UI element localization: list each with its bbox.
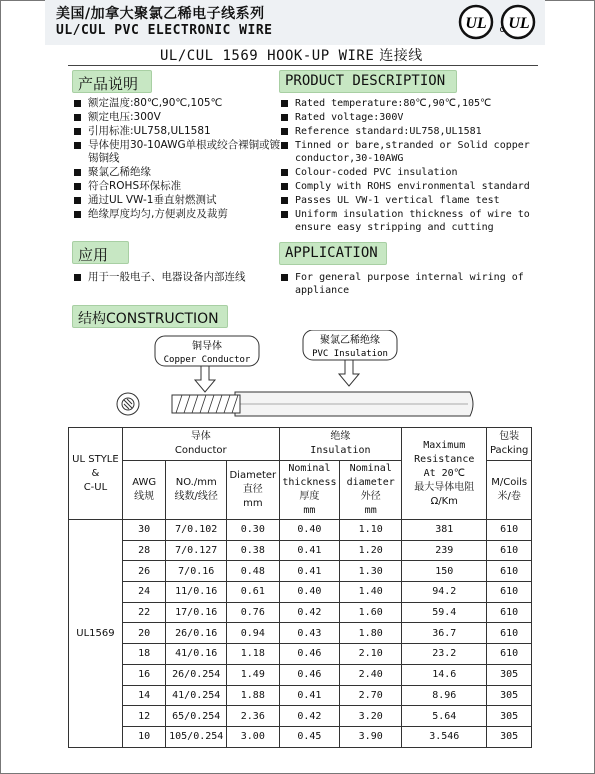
spec-table-body — [69, 520, 532, 748]
description-heading-en-text: PRODUCT DESCRIPTION — [285, 73, 446, 89]
packing-cell: 610 — [487, 561, 532, 582]
resistance-header-line: 最大导体电阻 — [414, 481, 475, 493]
thickness-cell: 0.41 — [279, 685, 340, 706]
thickness-cell: 0.42 — [279, 706, 340, 727]
nominal-thickness-header-line: mm — [303, 505, 316, 516]
strand-cell: 7/0.102 — [166, 520, 227, 541]
awg-cell: 26 — [122, 561, 166, 582]
thickness-cell: 0.40 — [279, 520, 340, 541]
diameter-cell: 1.88 — [227, 685, 280, 706]
diameter-cell: 1.49 — [227, 664, 280, 685]
style-header-line: & — [91, 467, 100, 479]
strand-header-line: NO./mm — [175, 477, 217, 488]
resistance-header-line: Resistance — [414, 453, 475, 465]
diameter-cell: 0.76 — [227, 602, 280, 623]
table-row — [69, 706, 532, 727]
thickness-cell: 0.43 — [279, 623, 340, 644]
resistance-cell: 3.546 — [402, 726, 487, 747]
application-heading-en — [279, 242, 387, 265]
conductor-callout — [155, 336, 259, 392]
list-item: 绝缘厚度均匀,方便剥皮及裁剪 — [72, 208, 282, 221]
thickness-cell: 0.42 — [279, 602, 340, 623]
packing-header-en: Packing — [489, 445, 529, 456]
application-heading-cn-text: 应用 — [78, 246, 109, 264]
nominal-diameter-header-line: 外径 — [360, 491, 381, 502]
list-item: 通过UL VW-1垂直射燃测试 — [72, 194, 282, 207]
thickness-cell: 0.46 — [279, 664, 340, 685]
coils-header-line: M/Coils — [491, 477, 528, 488]
resistance-cell: 36.7 — [402, 623, 487, 644]
diameter-header-line: Diameter — [229, 470, 277, 481]
awg-header-line: AWG — [132, 477, 157, 488]
strand-cell: 41/0.16 — [166, 644, 227, 665]
conductor-label-cn: 铜导体 — [192, 341, 222, 352]
strand-cell: 65/0.254 — [166, 706, 227, 727]
style-header — [69, 428, 123, 520]
diameter-header-line: mm — [243, 498, 263, 509]
awg-cell: 18 — [122, 644, 166, 665]
resistance-cell: 14.6 — [402, 664, 487, 685]
table-row — [69, 623, 532, 644]
awg-cell: 16 — [122, 664, 166, 685]
resistance-header-line: At 20℃ — [423, 467, 465, 479]
title-en: UL/CUL PVC ELECTRONIC WIRE — [56, 23, 273, 38]
wire-side-view — [172, 392, 473, 416]
resistance-cell: 23.2 — [402, 644, 487, 665]
nominal-diameter-header-line: diameter — [346, 477, 395, 488]
cul-logo-c: c — [499, 24, 505, 34]
diameter-cell: 0.94 — [227, 623, 280, 644]
awg-cell: 24 — [122, 582, 166, 603]
awg-cell: 22 — [122, 602, 166, 623]
table-row — [69, 540, 532, 561]
ul-logo — [460, 6, 492, 38]
conductor-header-cn: 导体 — [190, 431, 211, 442]
resistance-header-line: Ω/Km — [430, 495, 458, 507]
strand-cell: 7/0.127 — [166, 540, 227, 561]
list-item: Comply with ROHS environmental standard — [279, 180, 549, 193]
diameter-cell: 0.38 — [227, 540, 280, 561]
thickness-cell: 0.40 — [279, 582, 340, 603]
coils-header-line: 米/卷 — [497, 491, 521, 502]
resistance-cell: 150 — [402, 561, 487, 582]
resistance-cell: 94.2 — [402, 582, 487, 603]
packing-cell: 610 — [487, 582, 532, 603]
description-heading-cn-text: 产品说明 — [78, 75, 139, 93]
thickness-cell: 0.41 — [279, 561, 340, 582]
strand-cell: 11/0.16 — [166, 582, 227, 603]
packing-cell: 305 — [487, 706, 532, 727]
table-row — [69, 602, 532, 623]
strand-cell: 26/0.16 — [166, 623, 227, 644]
style-cell: UL1569 — [69, 520, 123, 748]
application-list-cn — [72, 271, 282, 285]
nominal-thickness-header — [279, 461, 340, 520]
table-row — [69, 664, 532, 685]
diameter-cell: 2.36 — [227, 706, 280, 727]
outer-diameter-cell: 1.20 — [340, 540, 402, 561]
nominal-diameter-header-line: Nominal — [349, 463, 392, 474]
list-item: 导体使用30-10AWG单根或绞合裸铜或镀锡铜线 — [72, 139, 282, 165]
awg-cell: 12 — [122, 706, 166, 727]
resistance-cell: 381 — [402, 520, 487, 541]
outer-diameter-cell: 2.10 — [340, 644, 402, 665]
list-item: Tinned or bare,stranded or Solid copper conductor,30-10AWG — [279, 139, 549, 165]
outer-diameter-cell: 2.40 — [340, 664, 402, 685]
list-item: 引用标准:UL758,UL1581 — [72, 125, 282, 138]
conductor-label-en: Copper Conductor — [163, 355, 251, 365]
packing-cell: 610 — [487, 520, 532, 541]
diameter-cell: 3.00 — [227, 726, 280, 747]
strand-cell: 26/0.254 — [166, 664, 227, 685]
conductor-header-en: Conductor — [174, 445, 227, 456]
list-item: Uniform insulation thickness of wire to ensure easy stripping and cutting — [279, 208, 549, 234]
description-list-en — [279, 97, 549, 235]
subtitle-en: UL/CUL 1569 HOOK-UP WIRE — [160, 48, 375, 64]
table-row — [69, 561, 532, 582]
nominal-diameter-header — [340, 461, 402, 520]
construction-heading-text: 结构CONSTRUCTION — [78, 311, 219, 327]
thickness-cell: 0.46 — [279, 644, 340, 665]
nominal-diameter-header-line: mm — [364, 505, 377, 516]
description-heading-en — [279, 70, 457, 93]
insulation-header-cn: 绝缘 — [330, 431, 351, 442]
resistance-cell: 59.4 — [402, 602, 487, 623]
outer-diameter-cell: 1.40 — [340, 582, 402, 603]
list-item: 符合ROHS环保标准 — [72, 180, 282, 193]
strand-cell: 105/0.254 — [166, 726, 227, 747]
cul-logo-text: UL — [508, 15, 530, 32]
awg-cell: 28 — [122, 540, 166, 561]
awg-cell: 20 — [122, 623, 166, 644]
subtitle-cn: 连接线 — [379, 48, 423, 64]
ul-cul-logos — [456, 2, 540, 42]
packing-header — [487, 428, 532, 461]
strand-header — [166, 461, 227, 520]
description-heading-cn — [72, 70, 152, 93]
outer-diameter-cell: 3.90 — [340, 726, 402, 747]
application-heading-en-text: APPLICATION — [285, 245, 378, 261]
list-item: 用于一般电子、电器设备内部连线 — [72, 271, 282, 284]
packing-cell: 305 — [487, 664, 532, 685]
insulation-label-en: PVC Insulation — [312, 349, 388, 359]
wire-cross-section-icon — [117, 393, 139, 415]
insulation-header — [279, 428, 402, 461]
diameter-cell: 1.18 — [227, 644, 280, 665]
conductor-header — [122, 428, 279, 461]
outer-diameter-cell: 1.80 — [340, 623, 402, 644]
wire-construction-diagram — [100, 330, 500, 422]
packing-cell: 305 — [487, 726, 532, 747]
strand-cell: 17/0.16 — [166, 602, 227, 623]
list-item: Colour-coded PVC insulation — [279, 166, 549, 179]
list-item: 额定电压:300V — [72, 111, 282, 124]
nominal-thickness-header-line: 厚度 — [299, 491, 320, 502]
insulation-callout — [303, 330, 397, 386]
list-item: For general purpose internal wiring of appliance — [279, 271, 549, 297]
resistance-cell: 239 — [402, 540, 487, 561]
packing-cell: 610 — [487, 644, 532, 665]
construction-heading — [72, 305, 228, 328]
nominal-thickness-header-line: thickness — [282, 477, 337, 488]
outer-diameter-cell: 1.30 — [340, 561, 402, 582]
insulation-header-en: Insulation — [310, 445, 371, 456]
resistance-cell: 5.64 — [402, 706, 487, 727]
resistance-cell: 8.96 — [402, 685, 487, 706]
table-row — [69, 644, 532, 665]
title-cn: 美国/加拿大聚氯乙稀电子线系列 — [56, 6, 265, 22]
list-item: Reference standard:UL758,UL1581 — [279, 125, 549, 138]
spec-table — [68, 427, 532, 748]
diameter-cell: 0.48 — [227, 561, 280, 582]
application-list-en — [279, 271, 549, 298]
style-header-line: UL STYLE — [72, 453, 119, 465]
coils-header — [487, 461, 532, 520]
awg-header-line: 线规 — [134, 491, 155, 502]
diameter-cell: 0.61 — [227, 582, 280, 603]
strand-header-line: 线数/线径 — [174, 491, 218, 502]
list-item: Rated voltage:300V — [279, 111, 549, 124]
application-heading-cn — [72, 241, 129, 264]
strand-cell: 7/0.16 — [166, 561, 227, 582]
outer-diameter-cell: 2.70 — [340, 685, 402, 706]
nominal-thickness-header-line: Nominal — [288, 463, 331, 474]
packing-cell: 610 — [487, 602, 532, 623]
list-item: Rated temperature:80℃,90℃,105℃ — [279, 97, 549, 110]
ul-logo-text: UL — [465, 15, 487, 32]
list-item: 聚氯乙稀绝缘 — [72, 166, 282, 179]
table-row — [69, 685, 532, 706]
awg-cell: 30 — [122, 520, 166, 541]
thickness-cell: 0.41 — [279, 540, 340, 561]
product-subtitle — [160, 45, 423, 65]
awg-cell: 14 — [122, 685, 166, 706]
list-item: Passes UL VW-1 vertical flame test — [279, 194, 549, 207]
divider — [68, 65, 538, 66]
resistance-header — [402, 428, 487, 520]
strand-cell: 41/0.254 — [166, 685, 227, 706]
list-item: 额定温度:80℃,90℃,105℃ — [72, 97, 282, 110]
packing-cell: 610 — [487, 540, 532, 561]
insulation-label-cn: 聚氯乙稀绝缘 — [320, 335, 380, 346]
outer-diameter-cell: 1.60 — [340, 602, 402, 623]
outer-diameter-cell: 3.20 — [340, 706, 402, 727]
packing-cell: 610 — [487, 623, 532, 644]
description-list-cn — [72, 97, 282, 222]
awg-header — [122, 461, 166, 520]
cul-logo — [500, 6, 534, 38]
diameter-header — [227, 461, 280, 520]
packing-header-cn: 包装 — [499, 431, 520, 442]
packing-cell: 305 — [487, 685, 532, 706]
diameter-header-line: 直径 — [242, 484, 263, 495]
outer-diameter-cell: 1.10 — [340, 520, 402, 541]
table-row — [69, 520, 532, 541]
style-header-line: C-UL — [83, 481, 108, 493]
diameter-cell: 0.30 — [227, 520, 280, 541]
thickness-cell: 0.45 — [279, 726, 340, 747]
table-row — [69, 582, 532, 603]
resistance-header-line: Maximum — [423, 439, 466, 451]
table-row — [69, 726, 532, 747]
awg-cell: 10 — [122, 726, 166, 747]
